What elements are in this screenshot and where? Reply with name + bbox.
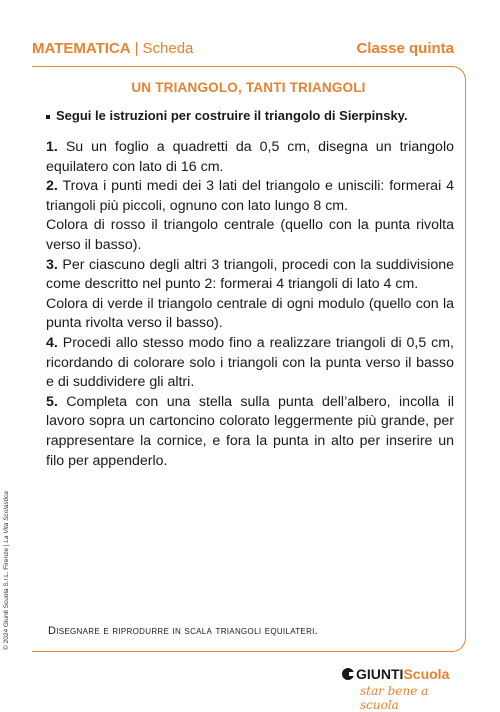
giunti-scuola-logo [342,666,452,712]
copyright-publication: La Vita Scolastica [3,491,10,543]
step-number: 5. [46,393,58,410]
worksheet-title: UN TRIANGOLO, TANTI TRIANGOLI [131,80,366,95]
bullet-icon [46,115,50,119]
logo-tagline: star bene a scuola [360,684,429,712]
copyright-notice [3,491,10,650]
logo-wordmark [342,666,449,682]
logo-g-icon [342,668,354,680]
step-text: Per ciascuno degli altri 3 triangoli, procedi con la suddivisione come descritto nel punto 2: formerai 4 triangoli di lato 4 cm. [46,256,454,293]
step-text: Su un foglio a quadretti da 0,5 cm, disegna un triangolo equilatero con lato di 16 cm. [46,139,454,175]
step-paragraph [46,138,454,177]
step-number: 3. [46,256,58,273]
step-paragraph [46,216,454,255]
step-text: Trova i punti medi dei 3 lati del triangolo e uniscili: formerai 4 triangoli più piccoli, ognuno con lato lungo 8 cm. [46,178,454,214]
step-text: Colora di verde il triangolo centrale di ogni modulo (quello con la punta rivolta verso il basso). [46,295,454,332]
page-header [32,40,454,60]
step-text: Completa con una stella sulla punta dell’albero, incolla il lavoro sopra un cartoncino colorato leggermente più grande, per rappresentare la cornice, e fora la punta in alto per inserire un filo per appenderlo. [46,393,454,469]
sheet-type: Scheda [142,40,194,57]
logo-brand-giunti: GIUNTI [356,666,404,682]
instruction-line [46,108,408,123]
subject-label [32,40,193,57]
grade-label: Classe quinta [356,40,454,57]
subject-name: MATEMATICA [32,40,131,57]
step-number: 2. [46,178,58,195]
step-number: 1. [46,139,58,155]
copyright-text: © 2024 Giunti Scuola S.r.L. Firenze | [3,542,10,650]
worksheet-card [32,66,466,652]
step-paragraph [46,393,454,471]
step-paragraph [46,177,454,216]
step-text: Procedi allo stesso modo fino a realizzare triangoli di 0,5 cm, ricordando di colorare solo i triangoli con la punta verso il basso e di suddividere gli altri. [46,334,454,391]
step-number: 4. [46,334,58,351]
instruction-text: Segui le istruzioni per costruire il triangolo di Sierpinsky. [56,108,408,123]
header-separator: | [134,40,139,57]
step-text: Colora di rosso il triangolo centrale (quello con la punta rivolta verso il basso). [46,217,454,253]
step-paragraph [46,334,454,393]
steps-body [46,138,454,471]
learning-objective: Disegnare e riprodurre in scala triangoli equilateri. [48,625,319,637]
step-paragraph [46,295,454,334]
logo-brand-scuola: Scuola [403,666,450,682]
step-paragraph [46,256,454,295]
